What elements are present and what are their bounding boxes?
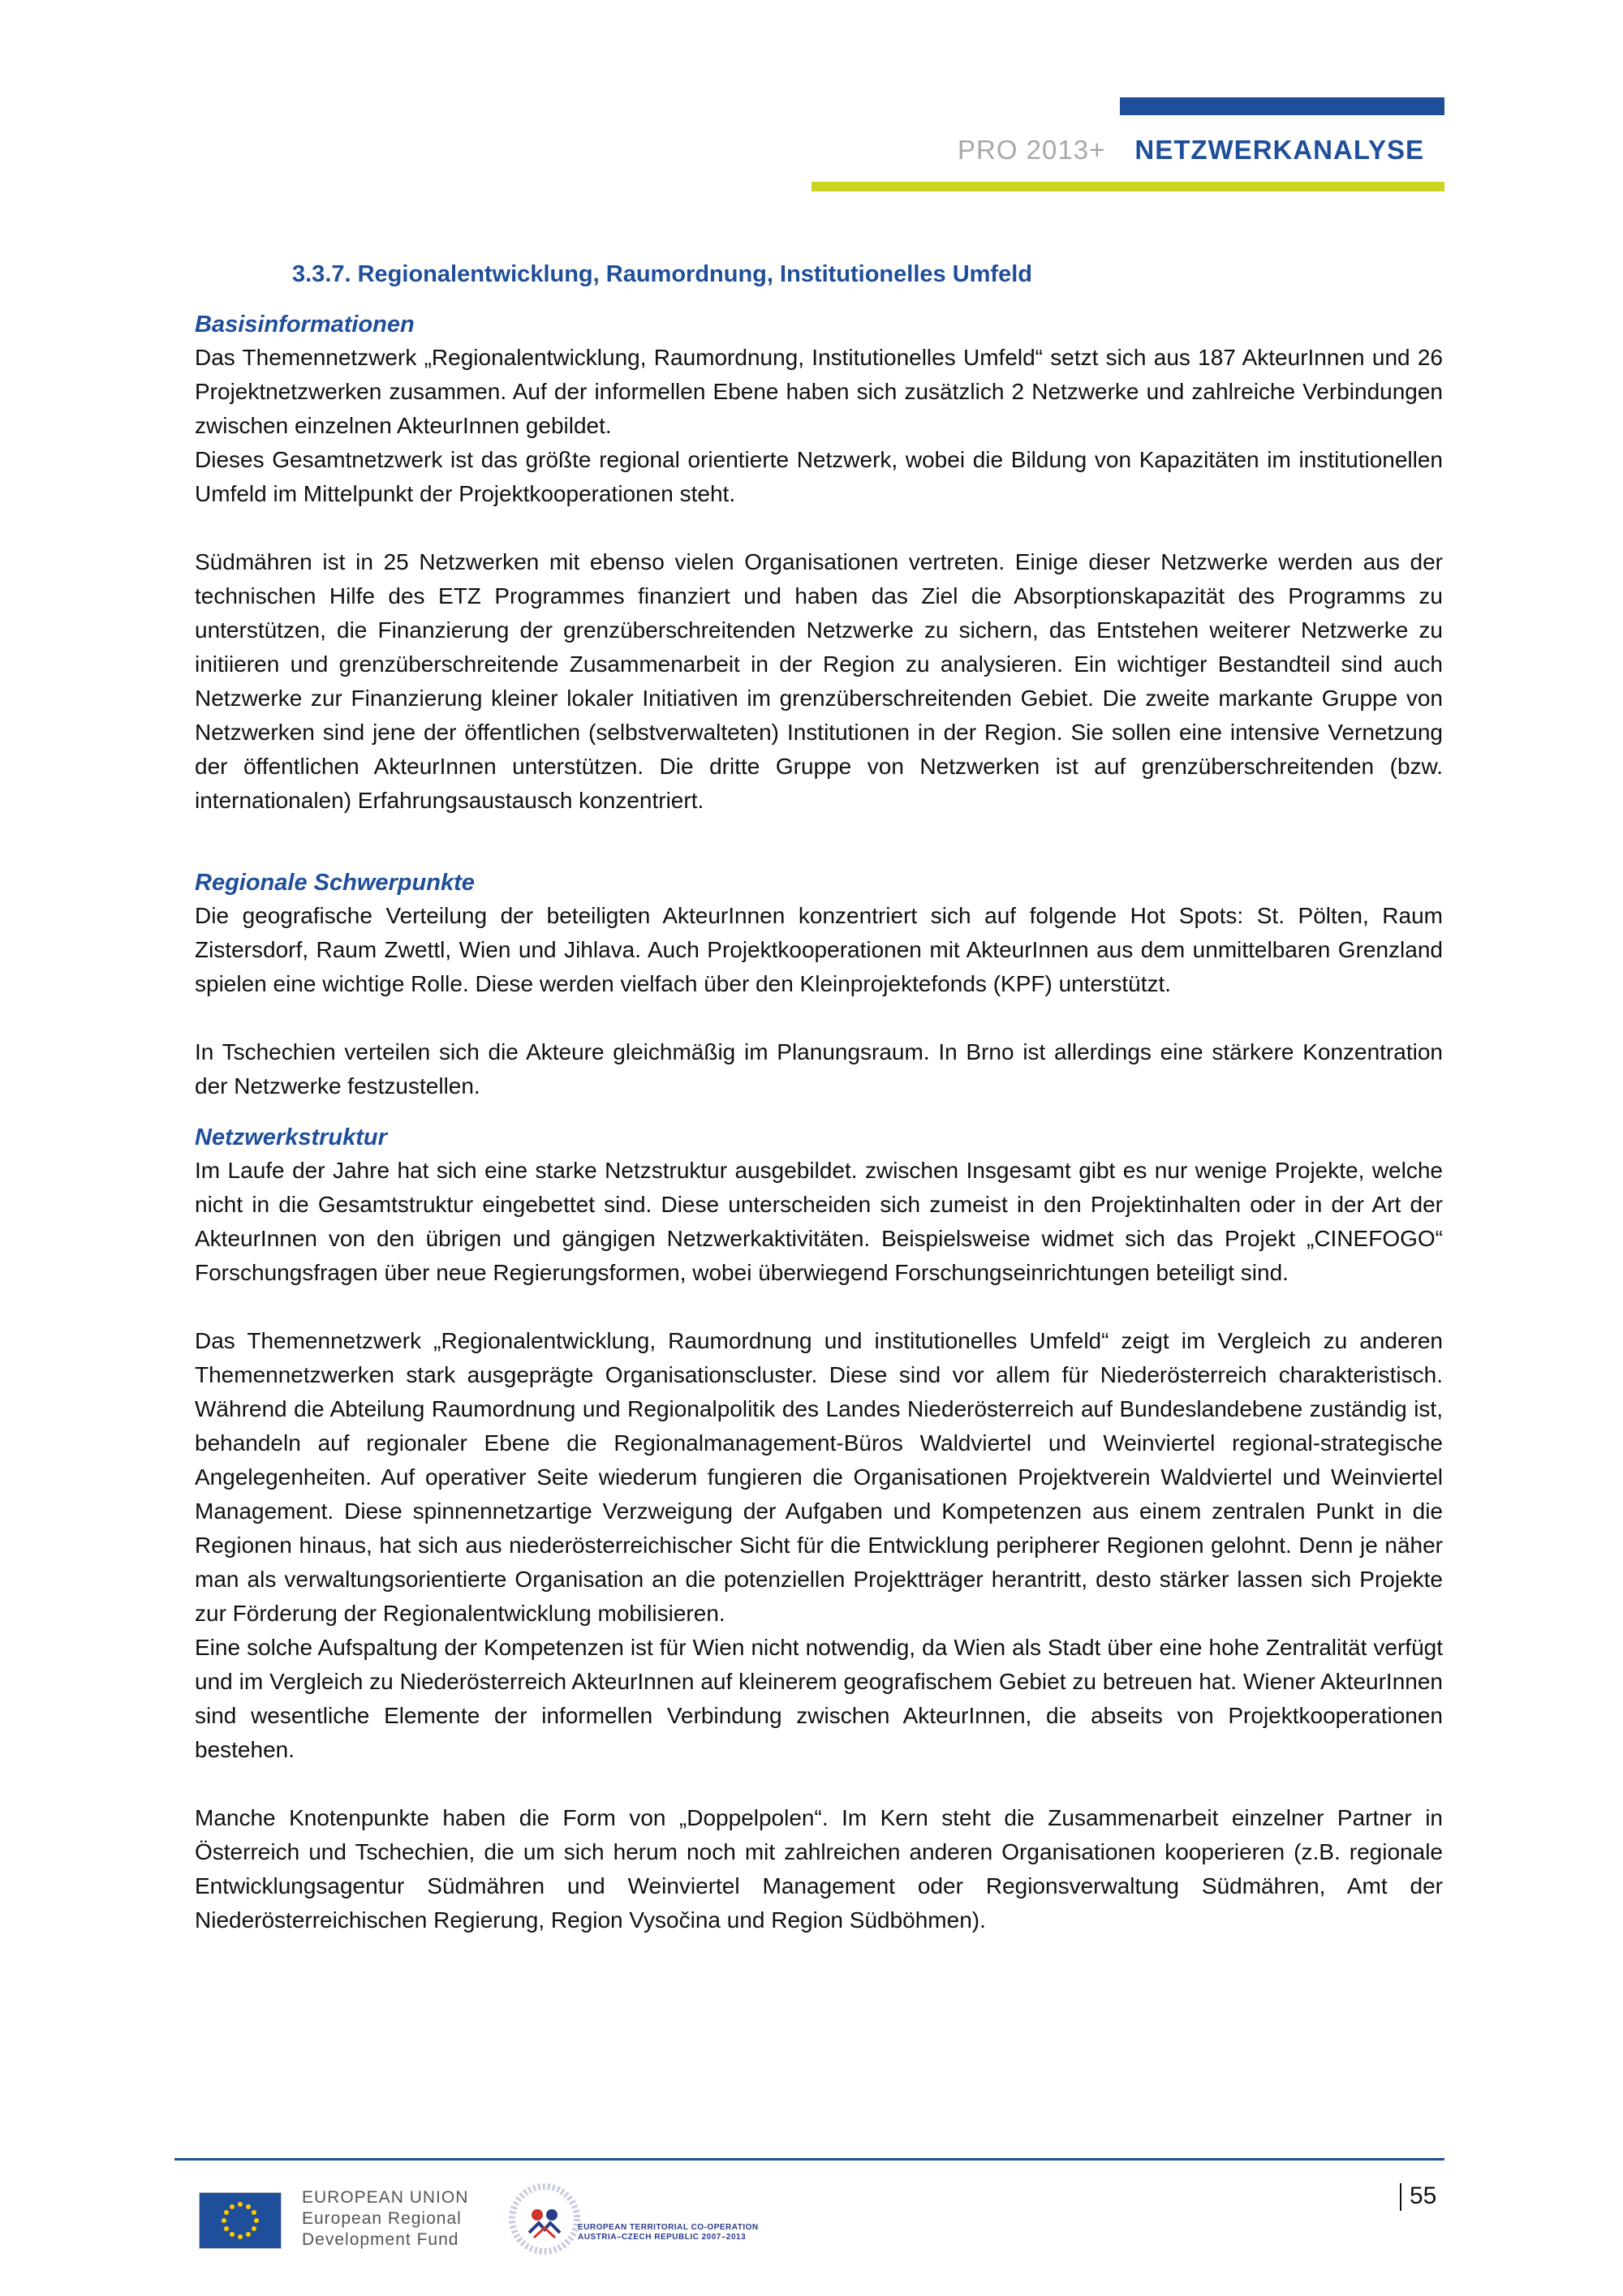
eu-logo-text [302, 2187, 468, 2251]
eu-stars-icon [200, 2193, 281, 2248]
eu-flag-icon [199, 2192, 282, 2249]
eu-line-2: European Regional [302, 2209, 462, 2228]
paragraph: Die geografische Verteilung der beteiligten AkteurInnen konzentriert sich auf folgende Hot Spots: St. Pölten, Raum Zistersdorf, Raum Zwettl, Wien und Jihlava. Auch Projektkooperationen mit AkteurInnen aus dem unmittelbaren Grenzland spielen eine wichtige Rolle. Diese werden vielfach über den Kleinprojektefonds (KPF) unterstützt. [195, 903, 1443, 996]
paragraph: Das Themennetzwerk „Regionalentwicklung, Raumordnung und institutionelles Umfeld“ zeigt im Vergleich zu anderen Themennetzwerken stark ausgeprägte Organisationscluster. Diese sind vor allem für Niederösterreich charakteristisch. Während die Abteilung Raumordnung und Regionalpolitik des Landes Niederösterreich auf Bundeslandebene zuständig ist, behandeln auf regionaler Ebene die Regionalmanagement-Büros Waldviertel und Weinviertel regional-strategische Angelegenheiten. Auf operativer Seite wiederum fungieren die Organisationen Projektverein Waldviertel und Weinviertel Management. Diese spinnennetzartige Verzweigung der Aufgaben und Kompetenzen aus einem zentralen Punkt in die Regionen hinaus, hat sich aus niederösterreichischer Sicht für die Entwicklung peripherer Regionen gelohnt. Denn je näher man als verwaltungsorientierte Organisation an die potenziellen Projektträger herantritt, desto stärker lassen sich Projekte zur Förderung der Regionalentwicklung mobilisieren. [195, 1328, 1443, 1626]
page-content [195, 258, 1443, 1937]
header-bar-green [812, 182, 1444, 191]
eu-line-3: Development Fund [302, 2230, 459, 2249]
paragraph: Dieses Gesamtnetzwerk ist das größte regional orientierte Netzwerk, wobei die Bildung von Kapazitäten im institutionellen Umfeld im Mittelpunkt der Projektkooperationen steht. [195, 447, 1443, 506]
header-program: PRO 2013+ [958, 135, 1106, 165]
header-title: NETZWERKANALYSE [1134, 135, 1425, 165]
etc-line-1: EUROPEAN TERRITORIAL CO-OPERATION [578, 2223, 759, 2232]
eu-line-1: EUROPEAN UNION [302, 2188, 469, 2207]
footer-divider [174, 2158, 1444, 2161]
etc-line-2: AUSTRIA–CZECH REPUBLIC 2007–2013 [578, 2233, 747, 2242]
heading-netzwerkstruktur: Netzwerkstruktur [195, 1124, 387, 1150]
paragraph: Eine solche Aufspaltung der Kompetenzen ist für Wien nicht notwendig, da Wien als Stadt über eine hohe Zentralität verfügt und im Vergleich zu Niederösterreich AkteurInnen auf kleinerem geografischem Gebiet zu betreuen hat. Wiener AkteurInnen sind wesentliche Elemente der informellen Verbindung zwischen AkteurInnen, die abseits von Projektkooperationen bestehen. [195, 1635, 1443, 1762]
heading-basisinformationen: Basisinformationen [195, 312, 415, 338]
paragraph: Das Themennetzwerk „Regionalentwicklung, Raumordnung, Institutionelles Umfeld“ setzt sich aus 187 AkteurInnen und 26 Projektnetzwerken zusammen. Auf der informellen Ebene haben sich zusätzlich 2 Netzwerke und zahlreiche Verbindungen zwischen einzelnen AkteurInnen gebildet. [195, 345, 1443, 438]
paragraph: Südmähren ist in 25 Netzwerken mit ebenso vielen Organisationen vertreten. Einige dieser Netzwerke werden aus der technischen Hilfe des ETZ Programmes finanziert und haben das Ziel die Absorptionskapazität des Programms zu unterstützen, die Finanzierung der grenzüberschreitenden Netzwerke zu sichern, das Entstehen weiterer Netzwerke zu initiieren und grenzüberschreitende Zusammenarbeit in der Region zu analysieren. Ein wichtiger Bestandteil sind auch Netzwerke zur Finanzierung kleiner lokaler Initiativen im grenzüberschreitenden Gebiet. Die zweite markante Gruppe von Netzwerken sind jene der öffentlichen (selbstverwalteten) Institutionen in der Region. Sie sollen eine intensive Vernetzung der öffentlichen AkteurInnen unterstützen. Die dritte Gruppe von Netzwerken ist auf grenzüberschreitenden (bzw. internationalen) Erfahrungsaustausch konzentriert. [195, 549, 1443, 813]
header [958, 130, 1424, 170]
header-bar-blue [1120, 97, 1444, 115]
etc-logo-text [578, 2223, 759, 2242]
page-number [1400, 2182, 1436, 2211]
paragraph: Im Laufe der Jahre hat sich eine starke Netzstruktur ausgebildet. zwischen Insgesamt gibt es nur wenige Projekte, welche nicht in die Gesamtstruktur eingebettet sind. Diese unterscheiden sich zumeist in den Projektinhalten oder in der Art der AkteurInnen von den übrigen und gängigen Netzwerkaktivitäten. Beispielsweise widmet sich das Projekt „CINEFOGO“ Forschungsfragen über neue Regierungsformen, wobei überwiegend Forschungseinrichtungen beteiligt sind. [195, 1158, 1443, 1285]
etc-program-logo-icon [505, 2179, 584, 2259]
paragraph: Manche Knotenpunkte haben die Form von „Doppelpolen“. Im Kern steht die Zusammenarbeit einzelner Partner in Österreich und Tschechien, die um sich herum noch mit zahlreichen anderen Organisationen kooperieren (z.B. regionale Entwicklungsagentur Südmähren und Weinviertel Management oder Regionsverwaltung Südmähren, Amt der Niederösterreichischen Regierung, Region Vysočina und Region Südböhmen). [195, 1805, 1443, 1933]
paragraph: In Tschechien verteilen sich die Akteure gleichmäßig im Planungsraum. In Brno ist allerdings eine stärkere Konzentration der Netzwerke festzustellen. [195, 1039, 1443, 1099]
page-number-value: 55 [1410, 2182, 1437, 2209]
heading-regionale-schwerpunkte: Regionale Schwerpunkte [195, 870, 475, 896]
section-title: 3.3.7. Regionalentwicklung, Raumordnung, Institutionelles Umfeld [292, 261, 1032, 287]
